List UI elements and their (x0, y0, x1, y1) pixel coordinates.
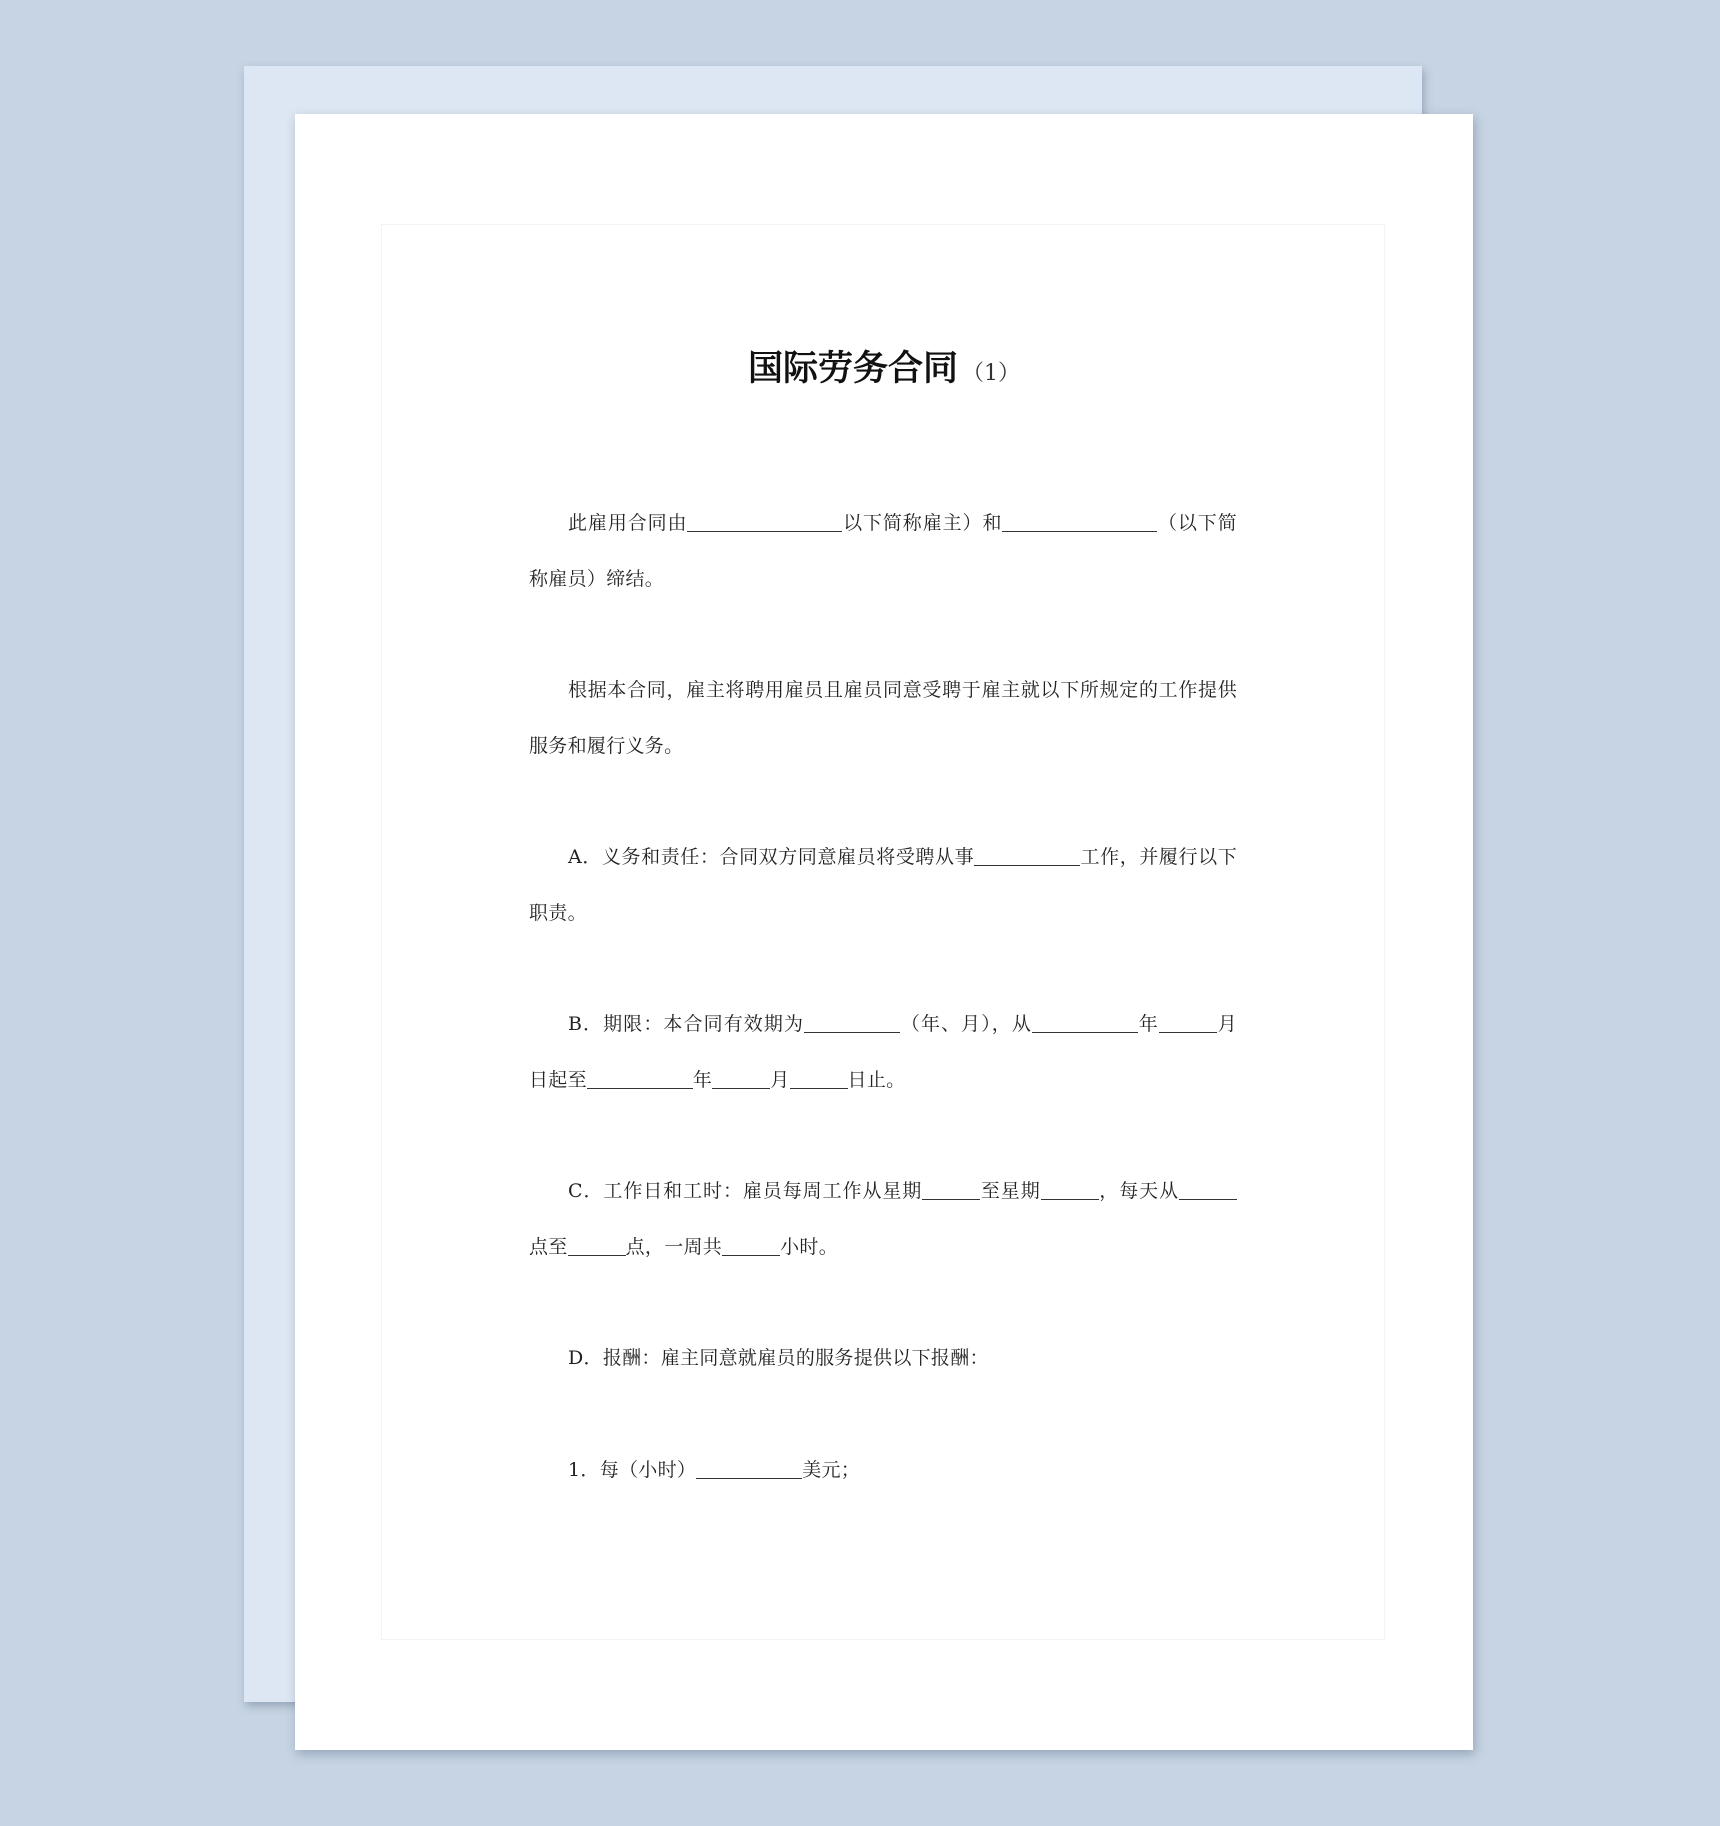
paragraph-a-duties (529, 830, 1237, 941)
paragraph-parties (529, 496, 1237, 607)
spacer (529, 774, 1237, 830)
start-hour-blank (1179, 1180, 1237, 1200)
rate-text-2: 美元； (802, 1458, 861, 1481)
spacer (529, 1387, 1237, 1443)
title-text: 国际劳务合同 (747, 349, 958, 389)
hours-text-6: 小时。 (780, 1235, 839, 1258)
duties-text-1: A．义务和责任：合同双方同意雇员将受聘从事 (568, 846, 975, 868)
paragraph-b-term (529, 997, 1237, 1108)
duties-text-2: 工作，并履行以下职责。 (529, 846, 1237, 924)
paragraph-agreement: 根据本合同，雇主将聘用雇员且雇员同意受聘于雇主就以下所规定的工作提供服务和履行义务。 (529, 679, 1237, 757)
document-body (529, 496, 1237, 1498)
spacer (529, 607, 1237, 663)
hours-text-2: 至星期 (980, 1180, 1041, 1202)
end-day-blank (790, 1069, 848, 1089)
hourly-rate-blank (696, 1459, 802, 1479)
term-text-5: 年 (692, 1068, 713, 1091)
end-weekday-blank (1041, 1180, 1099, 1200)
hours-text-4: 点至 (529, 1235, 568, 1258)
document-title (295, 349, 1473, 389)
term-text-2: （年、月），从 (900, 1013, 1032, 1035)
term-length-blank (804, 1013, 900, 1033)
end-year-blank (587, 1069, 693, 1089)
paragraph-c-hours (529, 1164, 1237, 1275)
weekly-hours-blank (722, 1236, 780, 1256)
paragraph-item-1 (529, 1443, 1237, 1499)
term-text-4: 月日起至 (529, 1013, 1237, 1091)
start-weekday-blank (922, 1180, 980, 1200)
start-year-blank (1032, 1013, 1138, 1033)
hours-text-3: ，每天从 (1098, 1180, 1179, 1202)
spacer (529, 1275, 1237, 1331)
term-text-6: 月 (770, 1068, 790, 1091)
term-text-3: 年 (1138, 1013, 1159, 1035)
parties-text-1: 此雇用合同由 (568, 512, 688, 534)
employer-name-blank (687, 512, 842, 532)
parties-text-2: 以下简称雇主）和 (842, 512, 1003, 534)
spacer (529, 941, 1237, 997)
title-suffix: （1） (962, 361, 1020, 386)
document-page (295, 114, 1473, 1750)
employee-name-blank (1002, 512, 1157, 532)
hours-text-5: 点，一周共 (625, 1235, 723, 1258)
start-month-blank (1159, 1013, 1217, 1033)
end-hour-blank (568, 1236, 626, 1256)
paragraph-d-compensation: D．报酬：雇主同意就雇员的服务提供以下报酬： (568, 1347, 989, 1369)
end-month-blank (712, 1069, 770, 1089)
parties-text-3: （以下简称雇员）缔结。 (529, 512, 1237, 590)
job-title-blank (974, 846, 1080, 866)
spacer (529, 1108, 1237, 1164)
hours-text-1: C．工作日和工时：雇员每周工作从星期 (568, 1180, 923, 1202)
term-text-1: B．期限：本合同有效期为 (568, 1013, 805, 1035)
rate-text-1: 1．每（小时） (568, 1458, 697, 1481)
term-text-7: 日止。 (847, 1068, 906, 1091)
